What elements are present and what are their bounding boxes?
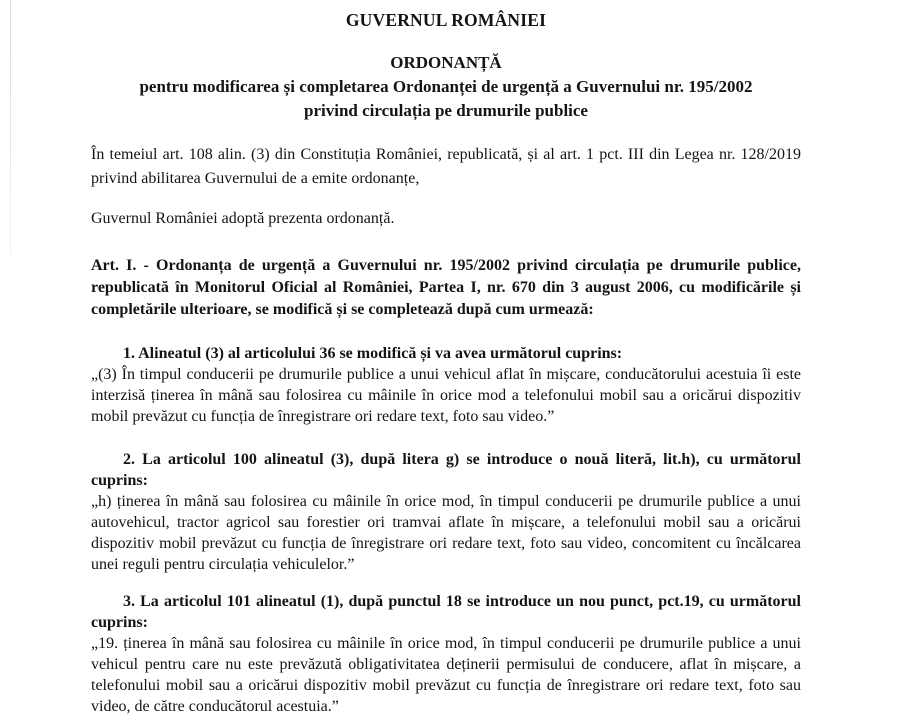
document-content (91, 8, 801, 717)
amendment-3 (91, 591, 801, 717)
amendment-1 (91, 343, 801, 427)
amendment-1-body: „(3) În timpul conducerii pe drumurile publice a unui vehicul aflat în mișcare, conducătorului acestuia îi este interzisă ținerea în mână sau folosirea cu mâinile în orice mod a telefonului mobil sau a oricărui dispozitiv mobil prevăzut cu funcția de înregistrare ori redare text, foto sau video.” (91, 366, 801, 425)
amendment-3-body: „19. ținerea în mână sau folosirea cu mâinile în orice mod, în timpul conducerii pe drumurile publice a unui vehicul pentru care nu este prevăzută obligativitatea deținerii permisului de conducere, aflat în mișcare, a telefonului mobil sau a oricărui dispozitiv mobil prevăzut cu funcția de înregistrare ori redare text, foto sau video, de către conducătorul acestuia.” (91, 635, 801, 715)
amendment-2-body: „h) ținerea în mână sau folosirea cu mâinile în orice mod, în timpul conducerii pe drumurile publice a unui autovehicul, tractor agricol sau forestier ori tramvai aflate în mișcare, a telefonului mobil sau a oricărui dispozitiv mobil prevăzut cu funcția de înregistrare ori redare text, foto sau video, concomitent cu încălcarea unei reguli pentru circulația vehiculelor.” (91, 493, 801, 573)
document-subtitle-line1: pentru modificarea și completarea Ordonanței de urgență a Guvernului nr. 195/2002 (139, 77, 753, 96)
document-title-block (91, 8, 801, 123)
amendment-3-heading: 3. La articolul 101 alineatul (1), după punctul 18 se introduce un nou punct, pct.19, cu următorul cuprins: (91, 593, 801, 631)
article-1-intro: Art. I. - Ordonanța de urgență a Guvernului nr. 195/2002 privind circulația pe drumurile publice, republicată în Monitorul Oficial al României, Partea I, nr. 670 din 3 august 2006, cu modificările și completările ulterioare, se modifică și se completează după cum urmează: (91, 257, 801, 318)
preamble-legal-basis: În temeiul art. 108 alin. (3) din Constituția României, republicată, și al art. 1 pct. III din Legea nr. 128/2019 privind abilitarea Guvernului de a emite ordonanțe, (91, 146, 801, 187)
issuing-institution: GUVERNUL ROMÂNIEI (345, 10, 547, 30)
amendment-1-heading: 1. Alineatul (3) al articolului 36 se modifică și va avea următorul cuprins: (123, 345, 623, 362)
amendment-2 (91, 449, 801, 575)
document-type-title: ORDONANȚĂ (390, 53, 502, 72)
document-subtitle-line2: privind circulația pe drumurile publice (304, 101, 588, 120)
amendment-2-heading: 2. La articolul 100 alineatul (3), după litera g) se introduce o nouă literă, lit.h), cu următorul cuprins: (91, 451, 801, 489)
preamble-adoption-clause: Guvernul României adoptă prezenta ordonanță. (91, 210, 395, 227)
scan-artifact-line (10, 0, 11, 255)
